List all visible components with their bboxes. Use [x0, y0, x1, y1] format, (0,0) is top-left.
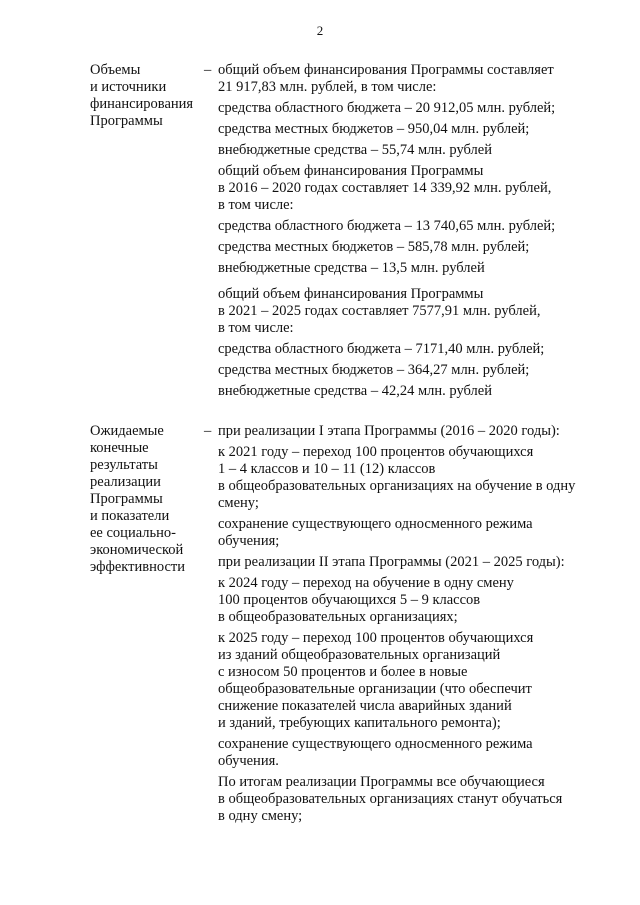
results-keep-single-shift-2: сохранение существующего односменного режима обучения. — [218, 736, 533, 769]
financing-2021-2025-total: общий объем финансирования Программы в 2021 – 2025 годах составляет 7577,91 млн. рублей, в том числе: — [218, 286, 541, 336]
financing-extrabudgetary: внебюджетные средства – 55,74 млн. рублей — [218, 142, 492, 158]
results-content — [218, 423, 618, 829]
results-dash: – — [204, 423, 212, 439]
results-keep-single-shift-1: сохранение существующего односменного режима обучения; — [218, 516, 533, 549]
financing-label: Объемы и источники финансирования Программы — [90, 62, 194, 129]
financing-total-paragraph: общий объем финансирования Программы составляет 21 917,83 млн. рублей, в том числе: — [218, 62, 554, 95]
results-stage-2-heading: при реализации II этапа Программы (2021 – 2025 годы): — [218, 554, 565, 570]
financing-2016-2020-total: общий объем финансирования Программы в 2016 – 2020 годах составляет 14 339,92 млн. рублей, в том числе: — [218, 163, 552, 213]
page-number: 2 — [316, 23, 324, 38]
financing-dash: – — [204, 62, 212, 78]
financing-content — [218, 62, 618, 404]
results-stage-1-heading: при реализации I этапа Программы (2016 – 2020 годы): — [218, 423, 560, 439]
financing-2016-2020-extrabudgetary: внебюджетные средства – 13,5 млн. рублей — [218, 260, 485, 276]
financing-2021-2025-regional: средства областного бюджета – 7171,40 млн. рублей; — [218, 341, 545, 357]
financing-2021-2025-extrabudgetary: внебюджетные средства – 42,24 млн. рублей — [218, 383, 492, 399]
financing-2016-2020-local: средства местных бюджетов – 585,78 млн. рублей; — [218, 239, 530, 255]
results-2024-transition: к 2024 году – переход на обучение в одну смену 100 процентов обучающихся 5 – 9 классов в общеобразовательных организациях; — [218, 575, 514, 625]
results-2021-transition: к 2021 году – переход 100 процентов обучающихся 1 – 4 классов и 10 – 11 (12) классов в общеобразовательных организациях на обучение в одну смену; — [218, 444, 576, 511]
financing-2016-2020-regional: средства областного бюджета – 13 740,65 млн. рублей; — [218, 218, 556, 234]
results-final-outcome: По итогам реализации Программы все обучающиеся в общеобразовательных организациях станут обучаться в одну смену; — [218, 774, 563, 824]
financing-2021-2025-local: средства местных бюджетов – 364,27 млн. рублей; — [218, 362, 530, 378]
results-label: Ожидаемые конечные результаты реализации Программы и показатели ее социально- экономической эффективности — [90, 423, 185, 575]
financing-local-budgets: средства местных бюджетов – 950,04 млн. рублей; — [218, 121, 530, 137]
results-2025-transition: к 2025 году – переход 100 процентов обучающихся из зданий общеобразовательных организаций с износом 50 процентов и более в новые общеобразовательные организации (что обеспечит снижение показателей числа аварийных зданий и зданий, требующих капитального ремонта); — [218, 630, 534, 731]
financing-regional-budget: средства областного бюджета – 20 912,05 млн. рублей; — [218, 100, 556, 116]
